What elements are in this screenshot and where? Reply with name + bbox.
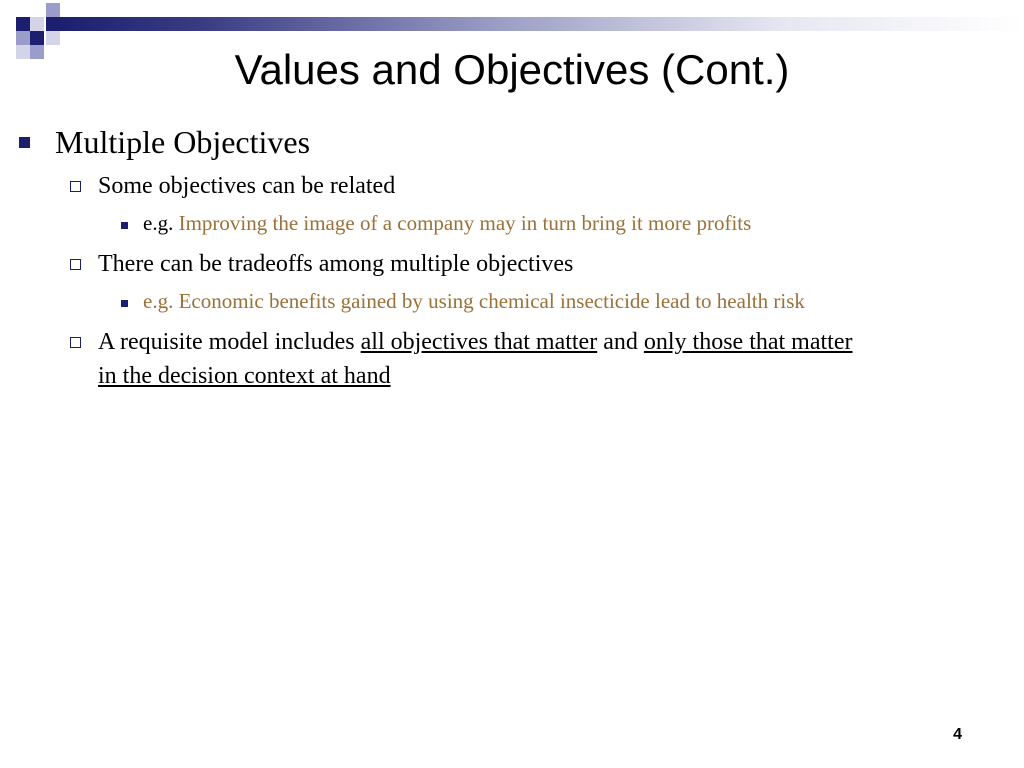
small-square-bullet-icon	[121, 300, 128, 307]
example-text: Improving the image of a company may in turn bring it more profits	[173, 211, 752, 235]
bullet-requisite-model	[98, 325, 998, 393]
example-prefix: e.g.	[143, 211, 174, 235]
hollow-square-bullet-icon	[70, 337, 81, 348]
bullet-tradeoffs: There can be tradeoffs among multiple objectives	[98, 251, 574, 277]
hollow-square-bullet-icon	[70, 259, 81, 270]
example-insecticide: e.g. Economic benefits gained by using chemical insecticide lead to health risk	[143, 289, 805, 313]
page-number: 4	[953, 726, 962, 743]
bullet-related-objectives: Some objectives can be related	[98, 173, 396, 199]
underlined-decision-context: in the decision context at hand	[98, 363, 391, 389]
bullet-multiple-objectives: Multiple Objectives	[55, 124, 311, 160]
requisite-text-2: and	[597, 329, 644, 355]
small-square-bullet-icon	[121, 222, 128, 229]
underlined-only-those: only those that matter	[643, 329, 853, 355]
square-bullet-icon	[19, 137, 30, 148]
slide-title: Values and Objectives (Cont.)	[234, 46, 790, 93]
requisite-text-1: A requisite model includes	[98, 329, 361, 355]
hollow-square-bullet-icon	[70, 181, 81, 192]
underlined-all-objectives: all objectives that matter	[360, 329, 598, 355]
example-image-profits	[143, 211, 751, 236]
